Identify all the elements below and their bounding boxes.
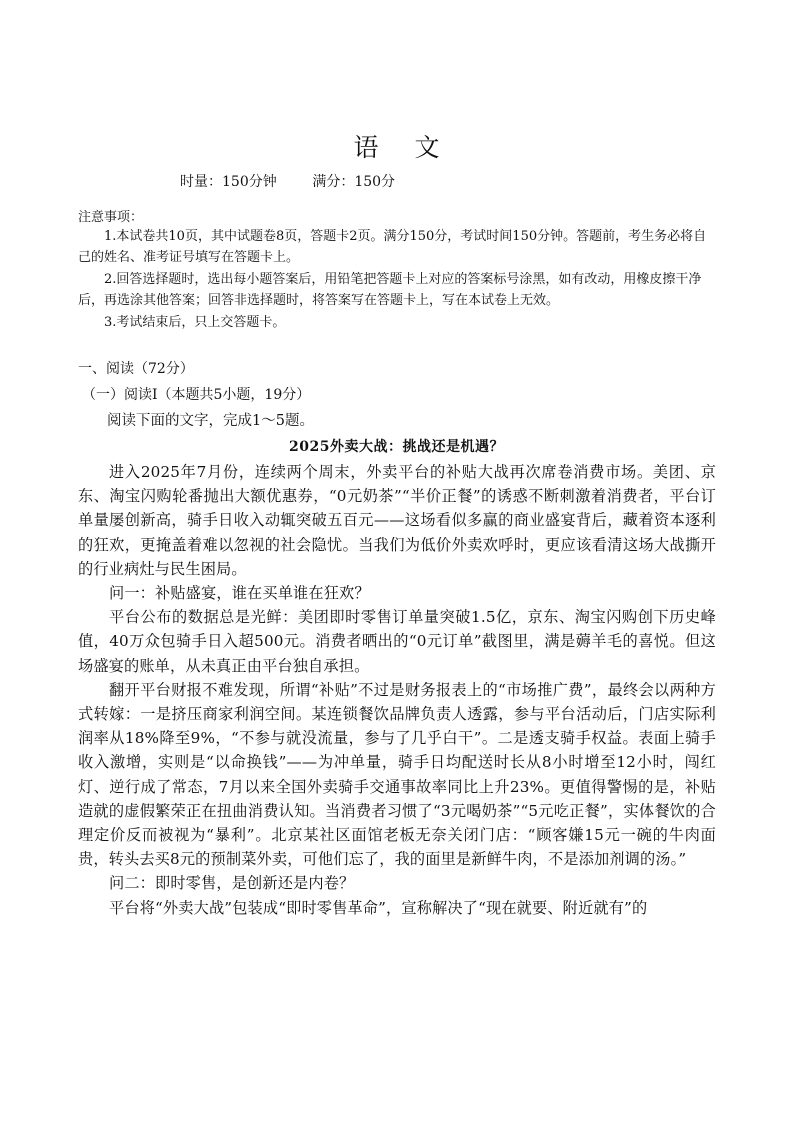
section-title: 一、阅读（72分） xyxy=(78,361,194,377)
note-item: 1.本试卷共10页，其中试题卷8页，答题卡2页。满分150分，考试时间150分钟。答题前，考生务必将自己的姓名、准考证号填写在答题卡上。 xyxy=(78,229,707,265)
exam-time-info: 时量：150分钟 满分：150分 xyxy=(180,174,396,190)
note-item: 3.考试结束后，只上交答题卡。 xyxy=(104,315,286,330)
article-question-heading: 问二：即时零售，是创新还是内卷？ xyxy=(109,874,355,893)
exam-title: 语文 xyxy=(353,133,476,162)
article-paragraph: 进入2025年7月份，连续两个周末，外卖平台的补贴大战再次席卷消费市场。美团、京东、淘宝闪购轮番抛出大额优惠券，“0元奶茶”“半价正餐”的诱惑不断刺激着消费者，平台订单量屡创新高，骑手日收入动辄突破五百元——这场看似多赢的商业盛宴背后，藏着资本逐利的狂欢，更掩盖着难以忽视的社会隐忧。当我们为低价外卖欢呼时，更应该看清这场大战撕开的行业病灶与民生困局。 xyxy=(78,463,716,578)
note-item: 2.回答选择题时，选出每小题答案后，用铅笔把答题卡上对应的答案标号涂黑，如有改动，用橡皮擦干净后，再选涂其他答案；回答非选择题时，将答案写在答题卡上，写在本试卷上无效。 xyxy=(78,272,702,308)
reading-instruction: 阅读下面的文字，完成1～5题。 xyxy=(107,413,314,429)
article-paragraph: 平台公布的数据总是光鲜：美团即时零售订单量突破1.5亿，京东、淘宝闪购创下历史峰值，40万众包骑手日入超500元。消费者晒出的“0元订单”截图里，满是薅羊毛的喜悦。但这场盛宴的账单，从未真正由平台独自承担。 xyxy=(78,608,716,675)
article-question-heading: 问一：补贴盛宴，谁在买单谁在狂欢？ xyxy=(109,584,370,603)
article-paragraph: 翻开平台财报不难发现，所谓“补贴”不过是财务报表上的“市场推广费”，最终会以两种方式转嫁：一是挤压商家利润空间。某连锁餐饮品牌负责人透露，参与平台活动后，门店实际利润率从18%降至9%，“不参与就没流量，参与了几乎白干”。二是透支骑手权益。表面上骑手收入激增，实则是“以命换钱”——为冲单量，骑手日均配送时长从8小时增至12小时，闯红灯、逆行成了常态，7月以来全国外卖骑手交通事故率同比上升23%。更值得警惕的是，补贴造就的虚假繁荣正在扭曲消费认知。当消费者习惯了“3元喝奶茶”“5元吃正餐”，实体餐饮的合理定价反而被视为“暴利”。北京某社区面馆老板无奈关闭门店：“顾客嫌15元一碗的牛肉面贵，转头去买8元的预制菜外卖，可他们忘了，我的面里是新鲜牛肉，不是添加剂调的汤。” xyxy=(78,680,716,869)
article-body xyxy=(78,460,716,920)
notes-heading: 注意事项： xyxy=(78,210,144,225)
notes-list xyxy=(78,226,714,334)
subsection-title: （一）阅读Ⅰ（本题共5小题，19分） xyxy=(82,387,311,403)
article-paragraph: 平台将“外卖大战”包装成“即时零售革命”，宣称解决了“现在就要、附近就有”的 xyxy=(109,898,648,917)
article-title: 2025外卖大战：挑战还是机遇？ xyxy=(289,439,504,455)
